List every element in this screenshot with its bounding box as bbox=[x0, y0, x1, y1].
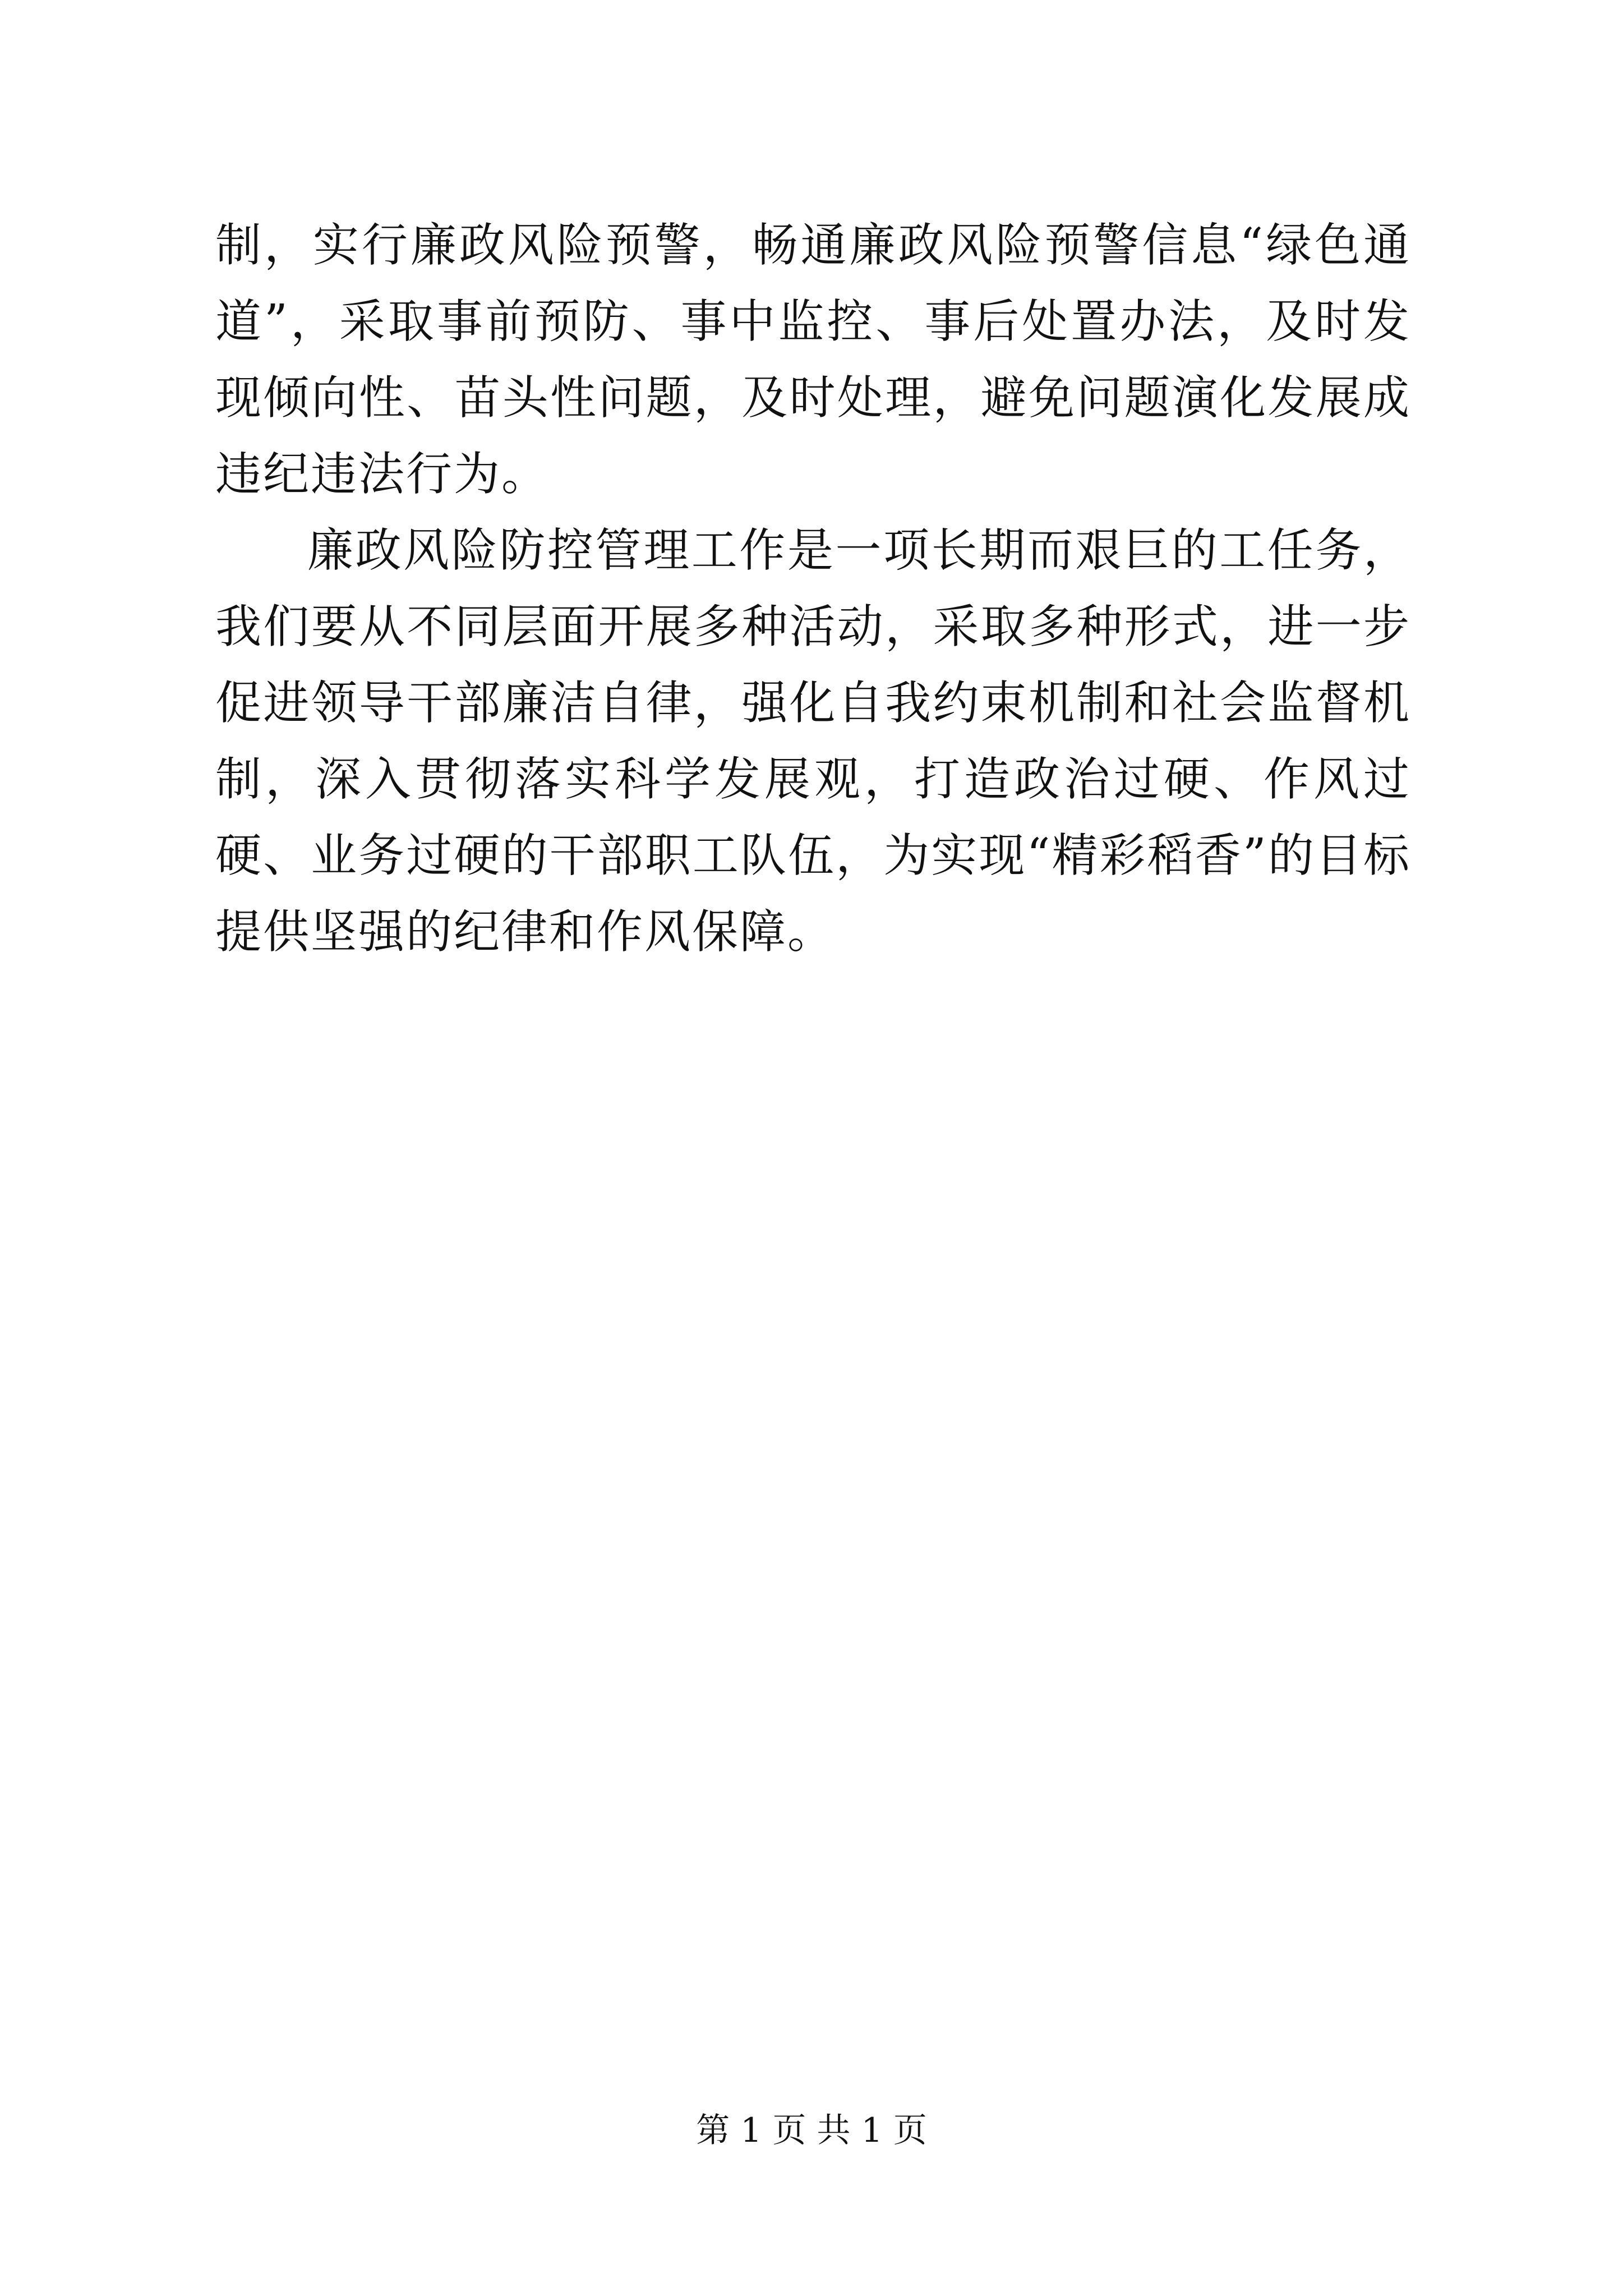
page-footer: 第 1 页 共 1 页 bbox=[696, 2111, 927, 2150]
document-body bbox=[215, 208, 1411, 970]
paragraph-continuation: 制，实行廉政风险预警，畅通廉政风险预警信息“绿色通道”，采取事前预防、事中监控、事后处置办法，及时发现倾向性、苗头性问题，及时处理，避免问题演化发展成违纪违法行为。 bbox=[215, 219, 1411, 501]
paragraph-conclusion: 廉政风险防控管理工作是一项长期而艰巨的工任务，我们要从不同层面开展多种活动，采取多种形式，进一步促进领导干部廉洁自律，强化自我约束机制和社会监督机制，深入贯彻落实科学发展观，打造政治过硬、作风过硬、业务过硬的干部职工队伍，为实现“精彩稻香”的目标提供坚强的纪律和作风保障。 bbox=[215, 524, 1411, 959]
